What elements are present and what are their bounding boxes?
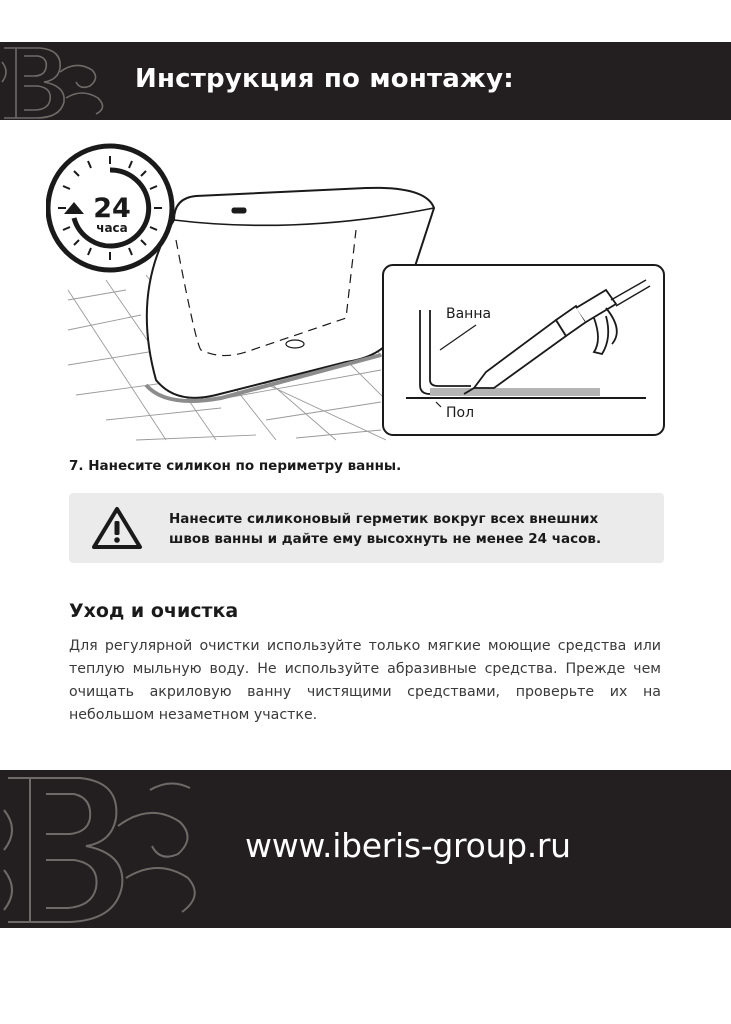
step-instruction: 7. Нанесите силикон по периметру ванны. bbox=[69, 458, 402, 474]
timer-number: 24 bbox=[93, 193, 131, 224]
brand-logo-ornament bbox=[0, 42, 120, 120]
page-title: Инструкция по монтажу: bbox=[135, 64, 514, 94]
brand-logo-ornament-large bbox=[0, 770, 210, 928]
sealant-detail-callout bbox=[383, 265, 664, 435]
footer-band bbox=[0, 770, 731, 928]
timer-icon bbox=[48, 146, 172, 270]
care-section-body: Для регулярной очистки используйте только мягкие моющие средства или теплую мыльную воду. Не используйте абразивные средства. Прежде чем очищать акриловую ванну чистящими средствами, проверьте их на небольшом незаметном участке. bbox=[69, 638, 661, 723]
warning-triangle-icon bbox=[91, 505, 143, 551]
installation-illustration bbox=[46, 140, 686, 445]
warning-box bbox=[69, 493, 664, 563]
timer-unit: часа bbox=[96, 221, 128, 235]
care-section-title: Уход и очистка bbox=[69, 600, 239, 622]
label-bath: Ванна bbox=[446, 306, 492, 322]
header-band bbox=[0, 42, 731, 120]
label-floor: Пол bbox=[446, 405, 475, 421]
website-url[interactable]: www.iberis-group.ru bbox=[245, 826, 571, 865]
warning-text: Нанесите силиконовый герметик вокруг всех внешних швов ванны и дайте ему высохнуть не менее 24 часов. bbox=[169, 511, 602, 547]
